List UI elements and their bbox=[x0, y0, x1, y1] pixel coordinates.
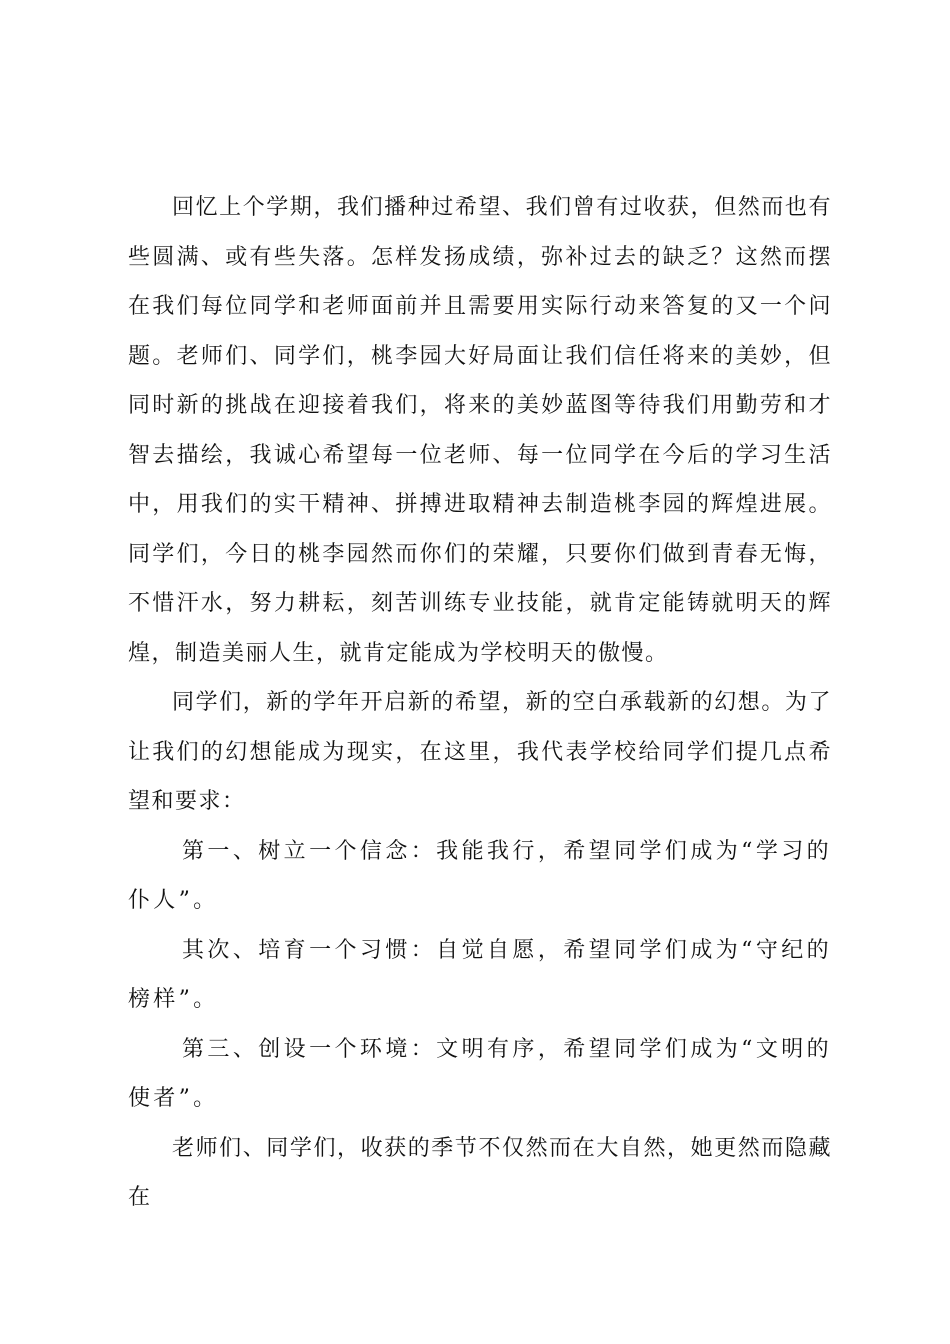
paragraph-point-one: 第一、树立一个信念：我能我行，希望同学们成为“学习的仆人”。 bbox=[128, 838, 832, 913]
paragraph-review: 回忆上个学期，我们播种过希望、我们曾有过收获，但然而也有些圆满、或有些失落。怎样发扬成绩，弥补过去的缺乏？这然而摆在我们每位同学和老师面前并且需要用实际行动来答复的又一个问题。老师们、同学们，桃李园大好局面让我们信任将来的美妙，但同时新的挑战在迎接着我们，将来的美妙蓝图等待我们用勤劳和才智去描绘，我诚心希望每一位老师、每一位同学在今后的学习生活中，用我们的实干精神、拼搏进取精神去制造桃李园的辉煌进展。同学们，今日的桃李园然而你们的荣耀，只要你们做到青春无悔，不惜汗水，努力耕耘，刻苦训练专业技能，就肯定能铸就明天的辉煌，制造美丽人生，就肯定能成为学校明天的傲慢。 bbox=[128, 195, 832, 666]
paragraph-point-two: 其次、培育一个习惯：自觉自愿，希望同学们成为“守纪的榜样”。 bbox=[128, 937, 832, 1012]
paragraph-new-year: 同学们，新的学年开启新的希望，新的空白承载新的幻想。为了让我们的幻想能成为现实，在这里，我代表学校给同学们提几点希望和要求： bbox=[128, 690, 832, 814]
document-body bbox=[128, 183, 832, 1223]
paragraph-point-three: 第三、创设一个环境：文明有序，希望同学们成为“文明的使者”。 bbox=[128, 1036, 832, 1111]
paragraph-closing: 老师们、同学们，收获的季节不仅然而在大自然，她更然而隐藏在 bbox=[128, 1135, 832, 1210]
